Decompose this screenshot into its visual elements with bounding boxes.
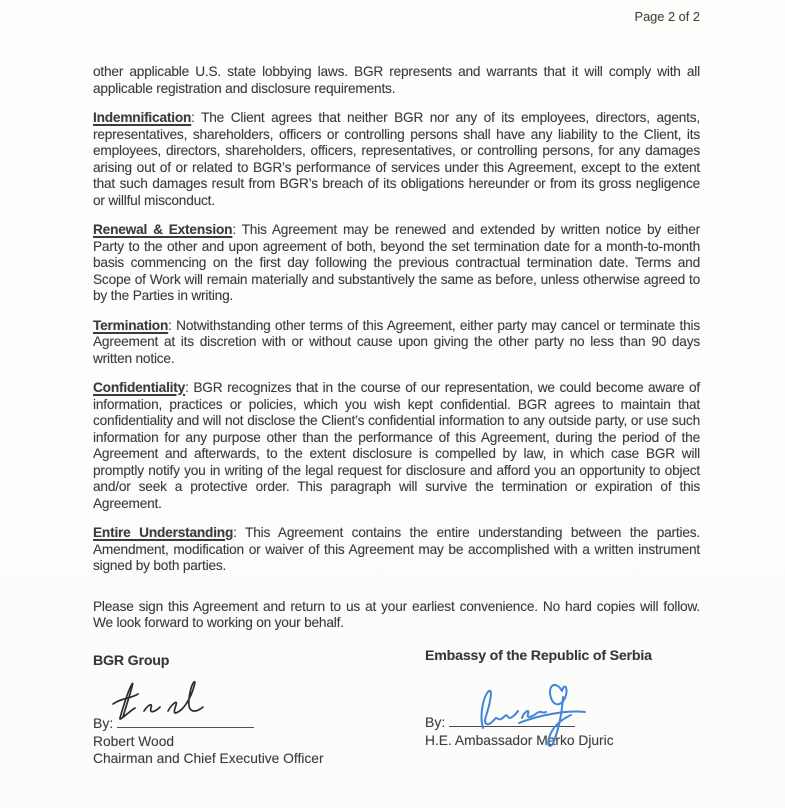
paragraph-text: : BGR recognizes that in the course of our representation, we could become aware of information, practices or policies, which you wish kept confidential. BGR agrees to maintain that confidentiality and will not disclose the Client’s confidential information to any outside party, or use such information for any purpose other than the performance of this Agreement, during the period of the Agreement and afterwards, to the extent disclosure is compelled by law, in which case BGR will promptly notify you in writing of the legal request for disclosure and afford you an opportunity to object and/or seek a protective order. This paragraph will survive the termination or expiration of this Agreement. — [93, 380, 700, 511]
paragraph-indemnification — [93, 110, 700, 209]
by-label-right: By: — [425, 713, 446, 730]
signature-area-right — [425, 664, 715, 714]
signature-area-left — [93, 669, 393, 715]
by-row-left — [93, 715, 393, 731]
paragraph-lobbying-laws — [93, 64, 700, 97]
by-label-left: By: — [93, 714, 114, 731]
paragraph-entire-understanding — [93, 525, 700, 575]
paragraph-text: : This Agreement may be renewed and extended by written notice by either Party to the other and upon agreement of both, beyond the set termination date for a month-to-month basis commencing on the first day following the previous contractual termination date. Terms and Scope of Work will remain materially and substantively the same as before, unless otherwise agreed to by the Parties in writing. — [93, 222, 700, 303]
signer-name-marko-djuric: H.E. Ambassador Marko Djuric — [425, 732, 614, 748]
signer-title-chairman-ceo: Chairman and Chief Executive Officer — [93, 750, 324, 766]
paragraph-termination — [93, 318, 700, 368]
org-name-bgr-group: BGR Group — [93, 652, 170, 669]
paragraph-text: : The Client agrees that neither BGR nor any of its employees, directors, agents, representatives, shareholders, officers or controlling persons shall have any liability to the Client, its employees, directors, shareholders, officers, representatives, or controlling persons, for any damages arising out of or related to BGR’s performance of services under this Agreement, except to the extent that such damages result from BGR’s breach of its obligations hereunder or from its gross negligence or willful misconduct. — [93, 110, 700, 208]
closing-paragraph: Please sign this Agreement and return to us at your earliest convenience. No hard copies will follow. We look forward to working on your behalf. — [93, 598, 700, 630]
paragraph-renewal-extension — [93, 222, 700, 305]
org-name-embassy-serbia: Embassy of the Republic of Serbia — [425, 647, 652, 664]
paragraph-text: other applicable U.S. state lobbying laws. BGR represents and warrants that it will comply with all applicable registration and disclosure requirements. — [93, 64, 700, 96]
section-heading-entire-understanding: Entire Understanding — [93, 525, 234, 540]
signature-block-embassy — [425, 648, 715, 767]
paragraph-text: : This Agreement contains the entire understanding between the parties. Amendment, modification or waiver of this Agreement may be accomplished with a written instrument signed by both parties. — [93, 525, 700, 573]
section-heading-indemnification: Indemnification — [93, 110, 192, 125]
paragraph-text: : Notwithstanding other terms of this Agreement, either party may cancel or terminate this Agreement at its discretion with or without cause upon giving the other party no less than 90 days written notice. — [93, 317, 700, 366]
signer-name-robert-wood: Robert Wood — [93, 733, 175, 749]
section-heading-confidentiality: Confidentiality — [93, 380, 186, 395]
paragraph-confidentiality — [93, 380, 700, 512]
section-heading-renewal-extension: Renewal & Extension — [93, 222, 233, 237]
signature-block-bgr — [93, 648, 393, 767]
page-number: Page 2 of 2 — [634, 9, 700, 24]
signature-section — [0, 648, 785, 767]
by-row-right — [425, 714, 715, 730]
signature-line-left — [117, 715, 254, 728]
section-heading-termination: Termination — [93, 317, 169, 333]
document-body — [0, 24, 785, 632]
signature-line-right — [449, 714, 575, 727]
